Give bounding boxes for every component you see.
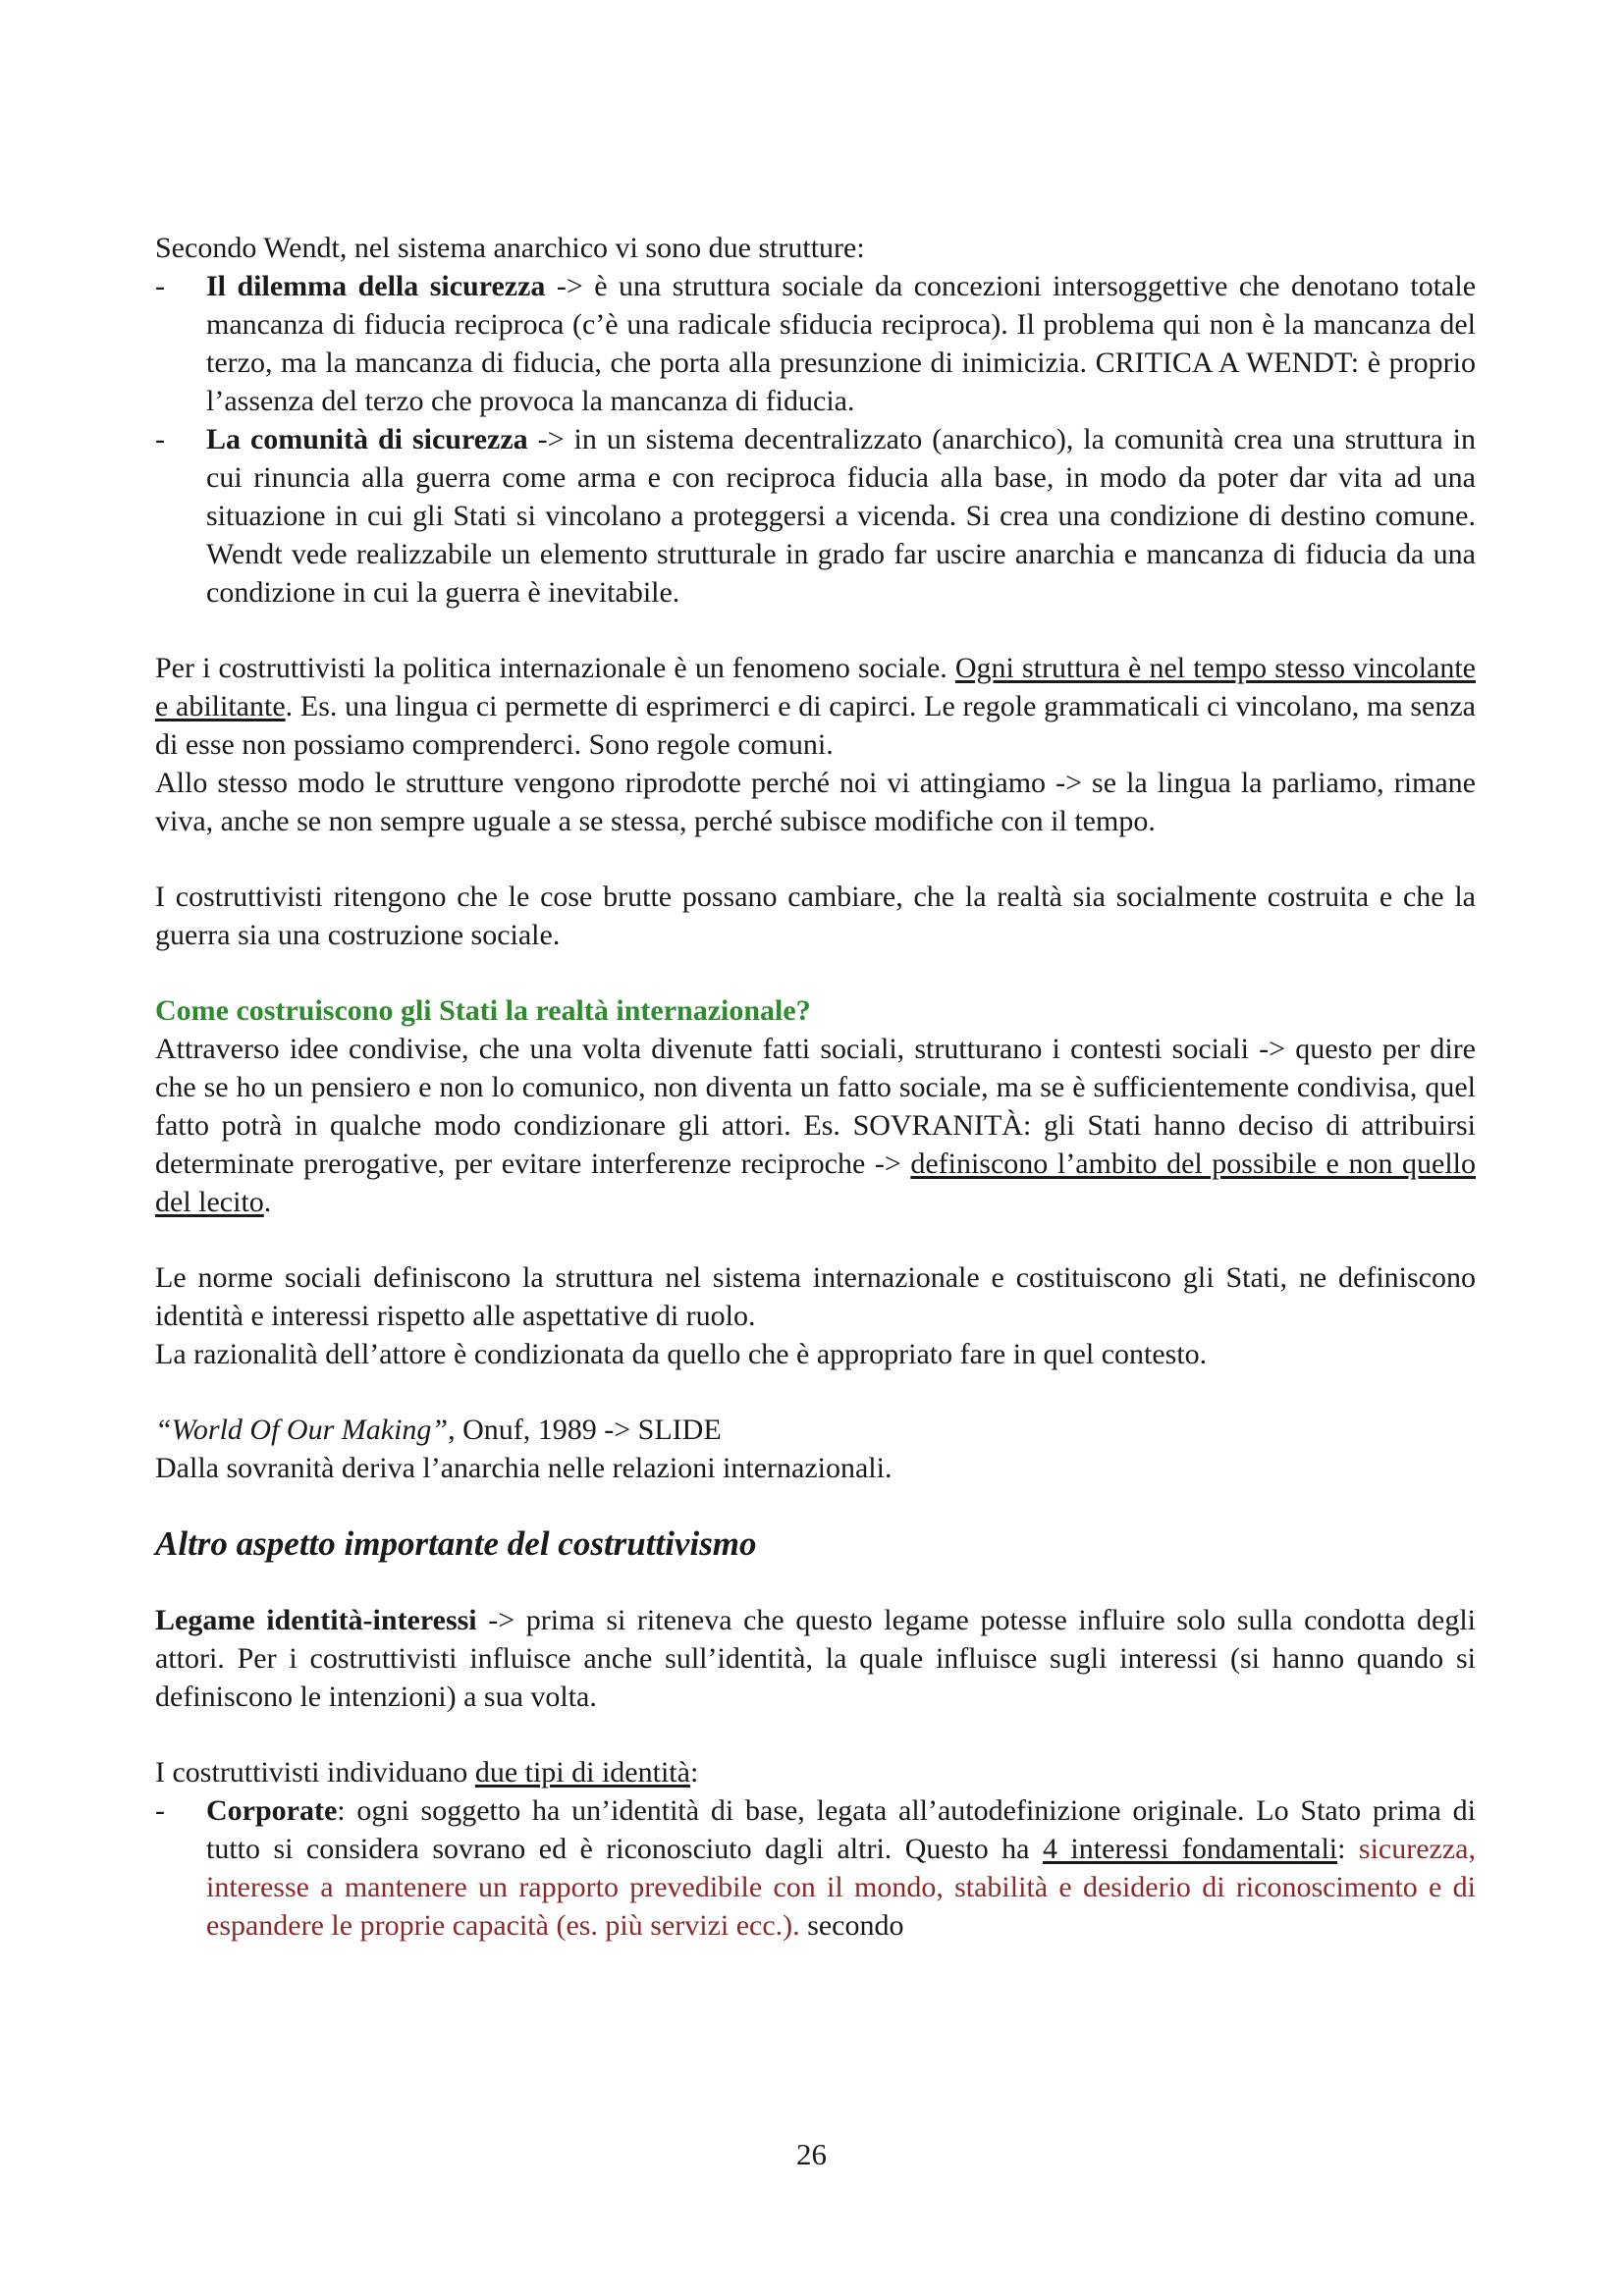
sovereignty-paragraph: Dalla sovranità deriva l’anarchia nelle relazioni internazionali. — [155, 1452, 893, 1484]
text-run: secondo — [799, 1909, 904, 1942]
text-run: : — [689, 1756, 699, 1789]
red-highlight-text: sicurezza, interesse a mantenere un rapporto prevedibile con il mondo, stabilità e desiderio di riconoscimento e di espandere le proprie capacità (es. più servizi ecc.). — [206, 1833, 1476, 1942]
list-item-text: : ogni soggetto ha un’identità di base, legata all’autodefinizione originale. Lo Stato prima di tutto si considera sovrano ed è riconosciuto dagli altri. Questo ha — [206, 1794, 1476, 1865]
paragraph-spacer — [155, 1373, 1476, 1411]
question-heading: Come costruiscono gli Stati la realtà internazionale? — [155, 994, 811, 1027]
underlined-phrase: due tipi di identità — [474, 1756, 690, 1789]
text-run: . — [263, 1186, 272, 1218]
social-norms-paragraph: Le norme sociali definiscono la struttura nel sistema internazionale e costituiscono gli Stati, ne definiscono identità e interessi rispetto alle aspettative di ruolo. — [155, 1261, 1476, 1332]
page-content — [155, 229, 1476, 1945]
page-number: 26 — [796, 2137, 827, 2171]
underlined-phrase: 4 interessi fondamentali — [1042, 1833, 1338, 1865]
constructivism-paragraph — [155, 649, 1476, 764]
paragraph-spacer — [155, 1716, 1476, 1753]
citation-line — [155, 1411, 1476, 1449]
list-item — [155, 267, 1476, 420]
security-structures-list — [155, 267, 1476, 612]
list-item-text: -> in un sistema decentralizzato (anarchico), la comunità crea una struttura in cui rinuncia alla guerra come arma e con reciproca fiducia alla base, in modo da poter dar vita ad una situazione in cui gli Stati si vincolano a proteggersi a vicenda. Si crea una condizione di destino comune. Wendt vede realizzabile un elemento strutturale in grado far uscire anarchia e mancanza di fiducia da una condizione in cui la guerra è inevitabile. — [206, 423, 1476, 609]
list-dash: - — [155, 423, 165, 455]
paragraph-spacer — [155, 1566, 1476, 1601]
paragraph-spacer — [155, 612, 1476, 649]
underlined-phrase: definiscono l’ambito del possibile e non quello del lecito — [155, 1148, 1477, 1218]
citation-source: , Onuf, 1989 -> SLIDE — [448, 1414, 722, 1446]
section-heading: Altro aspetto importante del costruttivismo — [155, 1524, 757, 1563]
structures-paragraph: Allo stesso modo le strutture vengono riprodotte perché noi vi attingiamo -> se la lingua la parliamo, rimane viva, anche se non sempre uguale a se stessa, perché subisce modifiche con il tempo. — [155, 767, 1476, 837]
shared-ideas-paragraph — [155, 1030, 1476, 1221]
paragraph-spacer — [155, 1487, 1476, 1522]
intro-paragraph: Secondo Wendt, nel sistema anarchico vi sono due strutture: — [155, 232, 865, 264]
text-run: I costruttivisti individuano — [155, 1756, 475, 1789]
list-item-term: La comunità di sicurezza — [206, 423, 528, 455]
citation-title: “World Of Our Making” — [155, 1414, 449, 1446]
identity-types-intro — [155, 1753, 1476, 1791]
paragraph-spacer — [155, 840, 1476, 878]
paragraph-spacer — [155, 954, 1476, 991]
paragraph-spacer — [155, 1221, 1476, 1258]
list-item-text: -> è una struttura sociale da concezioni intersoggettive che denotano totale mancanza di fiducia reciproca (c’è una radicale sfiducia reciproca). Il problema qui non è la mancanza del terzo, ma la mancanza di fiducia, che porta alla presunzione di inimicizia. CRITICA A WENDT: è proprio l’assenza del terzo che provoca la mancanza di fiducia. — [206, 270, 1477, 417]
text-run: Per i costruttivisti la politica internazionale è un fenomeno sociale. — [155, 652, 955, 684]
list-item-term: Il dilemma della sicurezza — [206, 270, 546, 302]
bold-term: Legame identità-interessi — [155, 1604, 477, 1636]
identity-types-list — [155, 1791, 1476, 1945]
list-item — [155, 1791, 1476, 1945]
text-run: -> prima si riteneva che questo legame potesse influire solo sulla condotta degli attori. Per i costruttivisti influisce anche sull’identità, la quale influisce sugli interessi (si hanno quando si definiscono le intenzioni) a sua volta. — [155, 1604, 1476, 1713]
underlined-phrase: Ogni struttura è nel tempo stesso vincolante e abilitante — [155, 652, 1476, 722]
text-run: . Es. una lingua ci permette di esprimerci e di capirci. Le regole grammaticali ci vincolano, ma senza di esse non possiamo comprenderci. Sono regole comuni. — [155, 690, 1477, 761]
list-dash: - — [155, 1794, 165, 1827]
identity-interest-paragraph — [155, 1601, 1476, 1716]
rationality-paragraph: La razionalità dell’attore è condizionata da quello che è appropriato fare in quel contesto. — [155, 1338, 1208, 1370]
social-construction-paragraph: I costruttivisti ritengono che le cose brutte possano cambiare, che la realtà sia socialmente costruita e che la guerra sia una costruzione sociale. — [155, 881, 1476, 951]
list-dash: - — [155, 270, 165, 302]
list-item — [155, 420, 1476, 612]
text-run: Attraverso idee condivise, che una volta divenute fatti sociali, strutturano i contesti sociali -> questo per dire che se ho un pensiero e non lo comunico, non diventa un fatto sociale, ma se è sufficientemente condivisa, quel fatto potrà in qualche modo condizionare gli attori. Es. SOVRANITÀ: gli Stati hanno deciso di attribuirsi determinate prerogative, per evitare interferenze reciproche -> — [155, 1033, 1476, 1180]
list-item-term: Corporate — [206, 1794, 338, 1827]
text-run: : — [1337, 1833, 1359, 1865]
